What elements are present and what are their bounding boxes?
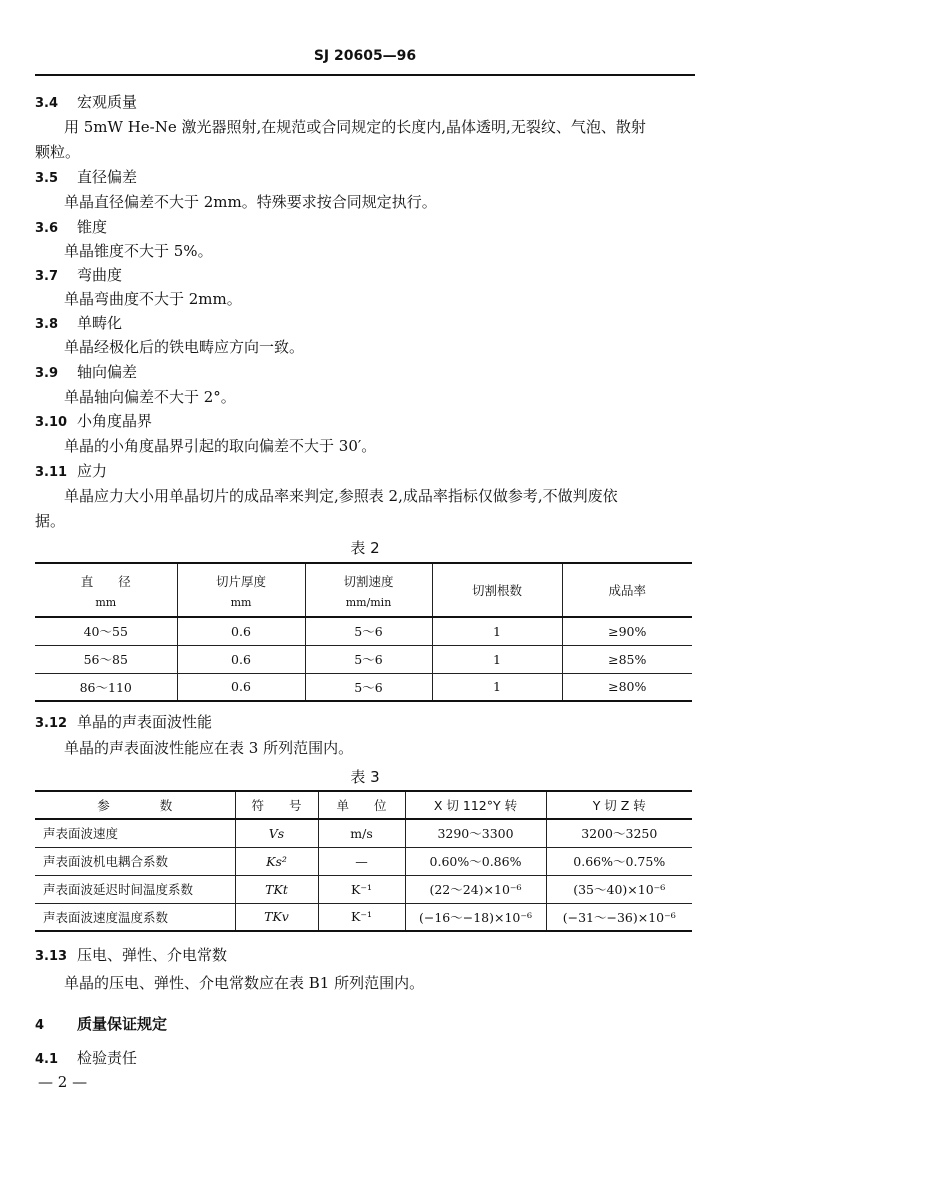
table-cell: (22～24)×10⁻⁶: [405, 875, 546, 903]
section-heading: 4.1 检验责任: [35, 1049, 138, 1067]
header-cell: 切割根数: [432, 563, 562, 617]
table-cell: 1: [432, 645, 562, 673]
section-text: 单晶的压电、弹性、介电常数应在表 B1 所列范围内。: [64, 974, 425, 992]
section-heading: 3.7 弯曲度: [35, 266, 123, 284]
table-cell: 声表面波速度: [35, 819, 235, 847]
table-cell: 0.6: [177, 645, 305, 673]
header-rule: [35, 74, 695, 76]
header-cell: 切割速度 mm/min: [305, 563, 432, 617]
header-cell: 直 径 mm: [35, 563, 177, 617]
table-cell: 声表面波速度温度系数: [35, 903, 235, 931]
table-cell: 0.66%～0.75%: [546, 847, 692, 875]
section-heading: 3.4 宏观质量: [35, 93, 138, 111]
table-row: [35, 847, 692, 875]
table-cell: (−16～−18)×10⁻⁶: [405, 903, 546, 931]
table-cell: Ks²: [235, 847, 318, 875]
table-cell: ≥90%: [562, 617, 692, 645]
section-heading: 3.11 应力: [35, 462, 108, 480]
table-cell: 0.6: [177, 673, 305, 701]
header-cell: Y 切 Z 转: [546, 791, 692, 819]
table-cell: 3200～3250: [546, 819, 692, 847]
section-heading: 3.5 直径偏差: [35, 168, 138, 186]
table-row: [35, 617, 692, 645]
table-cell: 0.60%～0.86%: [405, 847, 546, 875]
table-cell: 40～55: [35, 617, 177, 645]
table-cell: 0.6: [177, 617, 305, 645]
section-text: 用 5mW He-Ne 激光器照射,在规范或合同规定的长度内,晶体透明,无裂纹、气泡、散射: [64, 118, 646, 136]
section-text: 单晶直径偏差不大于 2mm。特殊要求按合同规定执行。: [64, 193, 437, 211]
table-cell: 5～6: [305, 617, 432, 645]
header-cell: 符 号: [235, 791, 318, 819]
table-row: [35, 673, 692, 701]
table-header-row: [35, 563, 692, 617]
header-cell: 切片厚度 mm: [177, 563, 305, 617]
table3-caption: 表 3: [350, 768, 380, 786]
section-text: 单晶的声表面波性能应在表 3 所列范围内。: [64, 739, 354, 757]
table-row: [35, 819, 692, 847]
section-text: 单晶经极化后的铁电畴应方向一致。: [64, 338, 305, 356]
table-cell: 声表面波机电耦合系数: [35, 847, 235, 875]
section-text: 单晶轴向偏差不大于 2°。: [64, 388, 236, 406]
table-cell: 1: [432, 673, 562, 701]
document-header: SJ 20605—96: [313, 48, 417, 64]
table-cell: 5～6: [305, 673, 432, 701]
section-text: 据。: [35, 512, 66, 530]
table-cell: K⁻¹: [318, 875, 405, 903]
section-heading: 3.10 小角度晶界: [35, 412, 153, 430]
header-cell: 单 位: [318, 791, 405, 819]
header-cell: X 切 112°Y 转: [405, 791, 546, 819]
table-header-row: [35, 791, 692, 819]
table2-caption: 表 2: [350, 539, 380, 557]
section-text: 单晶的小角度晶界引起的取向偏差不大于 30′。: [64, 437, 377, 455]
table-cell: (35～40)×10⁻⁶: [546, 875, 692, 903]
section-heading: 3.9 轴向偏差: [35, 363, 138, 381]
section-heading: 4 质量保证规定: [35, 1015, 168, 1033]
table-cell: 声表面波延迟时间温度系数: [35, 875, 235, 903]
table-cell: —: [318, 847, 405, 875]
table-cell: K⁻¹: [318, 903, 405, 931]
header-cell: 参 数: [35, 791, 235, 819]
section-heading: 3.8 单畴化: [35, 314, 123, 332]
table-cell: Vs: [235, 819, 318, 847]
table-3: [35, 790, 692, 932]
table-2: [35, 562, 692, 702]
table-cell: TKv: [235, 903, 318, 931]
table-row: [35, 875, 692, 903]
table-cell: ≥80%: [562, 673, 692, 701]
table-row: [35, 903, 692, 931]
section-heading: 3.6 锥度: [35, 218, 108, 236]
table-cell: ≥85%: [562, 645, 692, 673]
table-cell: 1: [432, 617, 562, 645]
table-cell: 3290～3300: [405, 819, 546, 847]
table-row: [35, 645, 692, 673]
section-text: 单晶锥度不大于 5%。: [64, 242, 213, 260]
table-cell: TKt: [235, 875, 318, 903]
table-cell: 56～85: [35, 645, 177, 673]
header-cell: 成品率: [562, 563, 692, 617]
table-cell: m/s: [318, 819, 405, 847]
section-heading: 3.12 单晶的声表面波性能: [35, 713, 213, 731]
page-number: — 2 —: [38, 1073, 88, 1091]
table-cell: 86～110: [35, 673, 177, 701]
table-cell: (−31～−36)×10⁻⁶: [546, 903, 692, 931]
section-heading: 3.13 压电、弹性、介电常数: [35, 946, 228, 964]
section-text: 颗粒。: [35, 143, 81, 161]
table-cell: 5～6: [305, 645, 432, 673]
section-text: 单晶应力大小用单晶切片的成品率来判定,参照表 2,成品率指标仅做参考,不做判废依: [64, 487, 618, 505]
section-text: 单晶弯曲度不大于 2mm。: [64, 290, 242, 308]
